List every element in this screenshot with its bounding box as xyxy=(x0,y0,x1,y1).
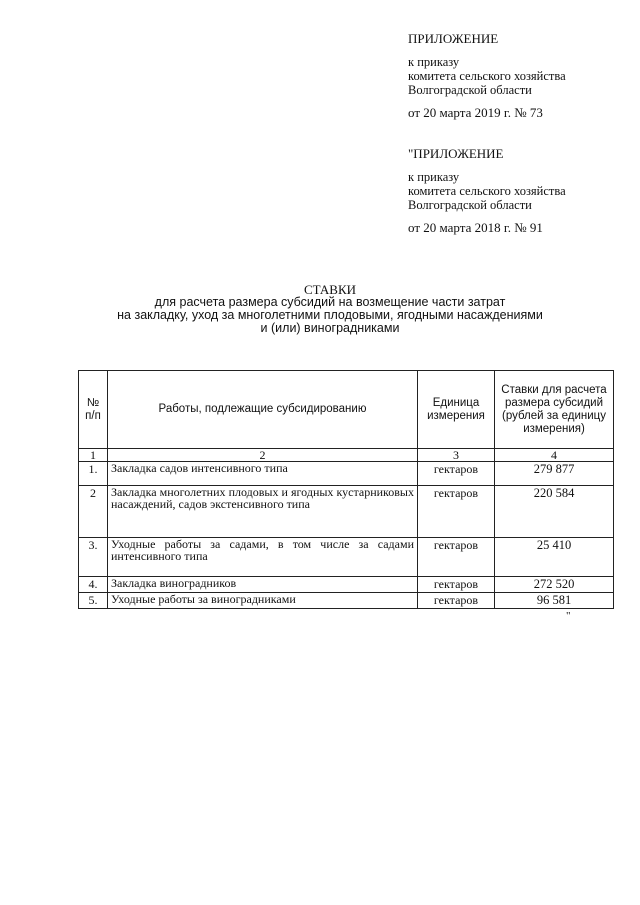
appendix-line: к приказу xyxy=(408,55,460,69)
row-work: Уходные работы за виноградниками xyxy=(108,593,418,609)
column-number: 4 xyxy=(495,449,614,462)
row-work: Закладка садов интенсивного типа xyxy=(108,462,418,486)
row-unit: гектаров xyxy=(418,577,495,593)
row-unit: гектаров xyxy=(418,538,495,577)
closing-quote: " xyxy=(566,610,571,622)
row-unit: гектаров xyxy=(418,462,495,486)
row-num: 3. xyxy=(79,538,108,577)
table-row xyxy=(79,593,614,609)
title-line: на закладку, уход за многолетними плодовыми, ягодными насаждениями xyxy=(117,308,543,322)
row-unit: гектаров xyxy=(418,593,495,609)
column-number: 1 xyxy=(79,449,108,462)
header-work: Работы, подлежащие субсидированию xyxy=(108,371,418,449)
document-title xyxy=(60,283,600,335)
row-rate: 272 520 xyxy=(495,577,614,593)
table-row xyxy=(79,538,614,577)
appendix-line: комитета сельского хозяйства xyxy=(408,184,566,198)
row-num: 1. xyxy=(79,462,108,486)
table-row xyxy=(79,462,614,486)
row-rate: 25 410 xyxy=(495,538,614,577)
row-unit: гектаров xyxy=(418,486,495,538)
row-rate: 279 877 xyxy=(495,462,614,486)
appendix-heading: ПРИЛОЖЕНИЕ xyxy=(408,31,499,46)
header-unit: Единица измерения xyxy=(418,371,495,449)
title-main: СТАВКИ xyxy=(303,282,357,297)
column-number: 2 xyxy=(108,449,418,462)
rates-table xyxy=(78,370,614,609)
appendix-date: от 20 марта 2019 г. № 73 xyxy=(408,105,543,120)
header-rate: Ставки для расчета размера субсидий (рублей за единицу измерения) xyxy=(495,371,614,449)
row-num: 4. xyxy=(79,577,108,593)
row-work: Закладка виноградников xyxy=(108,577,418,593)
appendix-line: комитета сельского хозяйства xyxy=(408,69,566,83)
column-number: 3 xyxy=(418,449,495,462)
appendix-line: Волгоградской области xyxy=(408,198,532,212)
row-work: Закладка многолетних плодовых и ягодных кустарниковых насаждений, садов экстенсивного типа xyxy=(108,486,418,538)
header-num: № п/п xyxy=(79,371,108,449)
title-line: и (или) виноградниками xyxy=(260,321,400,335)
table-header-row xyxy=(79,371,614,449)
row-num: 2 xyxy=(79,486,108,538)
table-row xyxy=(79,577,614,593)
appendix-line: к приказу xyxy=(408,170,460,184)
appendix-current-header xyxy=(408,32,566,120)
appendix-line: Волгоградской области xyxy=(408,83,532,97)
row-rate: 96 581 xyxy=(495,593,614,609)
appendix-date: от 20 марта 2018 г. № 91 xyxy=(408,220,543,235)
table-row xyxy=(79,486,614,538)
column-number-row xyxy=(79,449,614,462)
appendix-previous-header xyxy=(408,147,566,235)
row-num: 5. xyxy=(79,593,108,609)
row-rate: 220 584 xyxy=(495,486,614,538)
appendix-heading: "ПРИЛОЖЕНИЕ xyxy=(408,146,504,161)
row-work: Уходные работы за садами, в том числе за садами интенсивного типа xyxy=(108,538,418,577)
title-line: для расчета размера субсидий на возмещение части затрат xyxy=(154,295,506,309)
